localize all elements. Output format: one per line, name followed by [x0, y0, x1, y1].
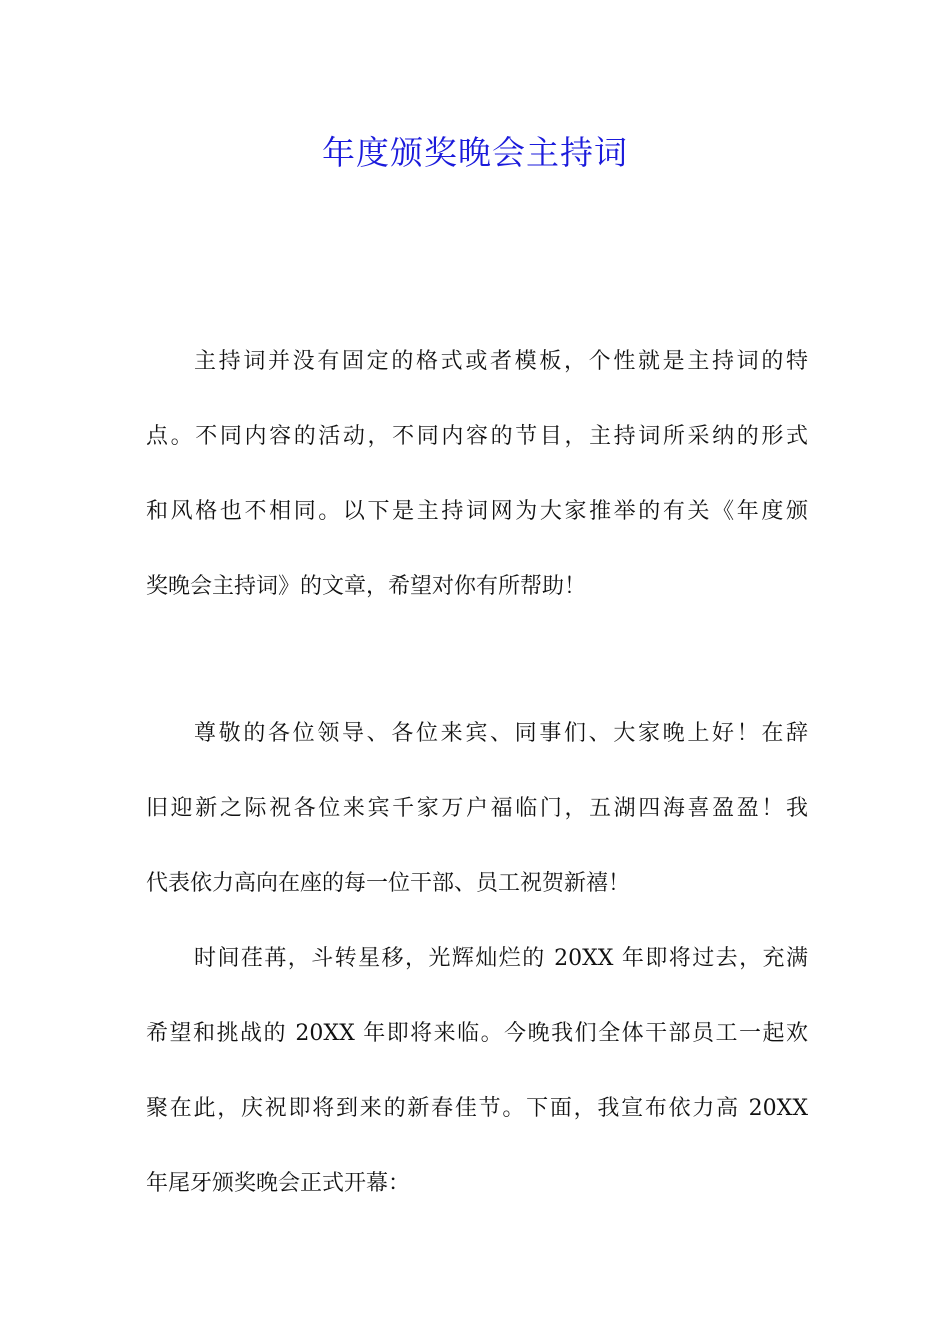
- paragraph-line: 和风格也不相同。以下是主持词网为大家推举的有关《年度颁: [146, 499, 808, 524]
- paragraph-line: 希望和挑战的 20XX 年即将来临。今晚我们全体干部员工一起欢: [146, 1021, 808, 1046]
- paragraph-line: 聚在此，庆祝即将到来的新春佳节。下面，我宣布依力高 20XX: [146, 1096, 808, 1121]
- paragraph-line: 代表依力高向在座的每一位干部、员工祝贺新禧！: [146, 871, 631, 896]
- paragraph-line: 尊敬的各位领导、各位来宾、同事们、大家晚上好！在辞: [194, 721, 808, 746]
- paragraph-line: 旧迎新之际祝各位来宾千家万户福临门，五湖四海喜盈盈！我: [146, 796, 808, 821]
- paragraph-line: 点。不同内容的活动，不同内容的节目，主持词所采纳的形式: [146, 424, 808, 449]
- paragraph-line: 年尾牙颁奖晚会正式开幕：: [146, 1171, 411, 1196]
- paragraph-intro: [146, 324, 808, 624]
- paragraph-line: 奖晚会主持词》的文章，希望对你有所帮助！: [146, 574, 587, 599]
- paragraph-line: 时间荏苒，斗转星移，光辉灿烂的 20XX 年即将过去，充满: [194, 946, 808, 971]
- paragraph-line: 主持词并没有固定的格式或者模板，个性就是主持词的特: [194, 349, 808, 374]
- paragraph-greeting: [146, 696, 808, 921]
- document-title: 年度颁奖晚会主持词: [322, 133, 628, 172]
- paragraph-opening: [146, 921, 808, 1221]
